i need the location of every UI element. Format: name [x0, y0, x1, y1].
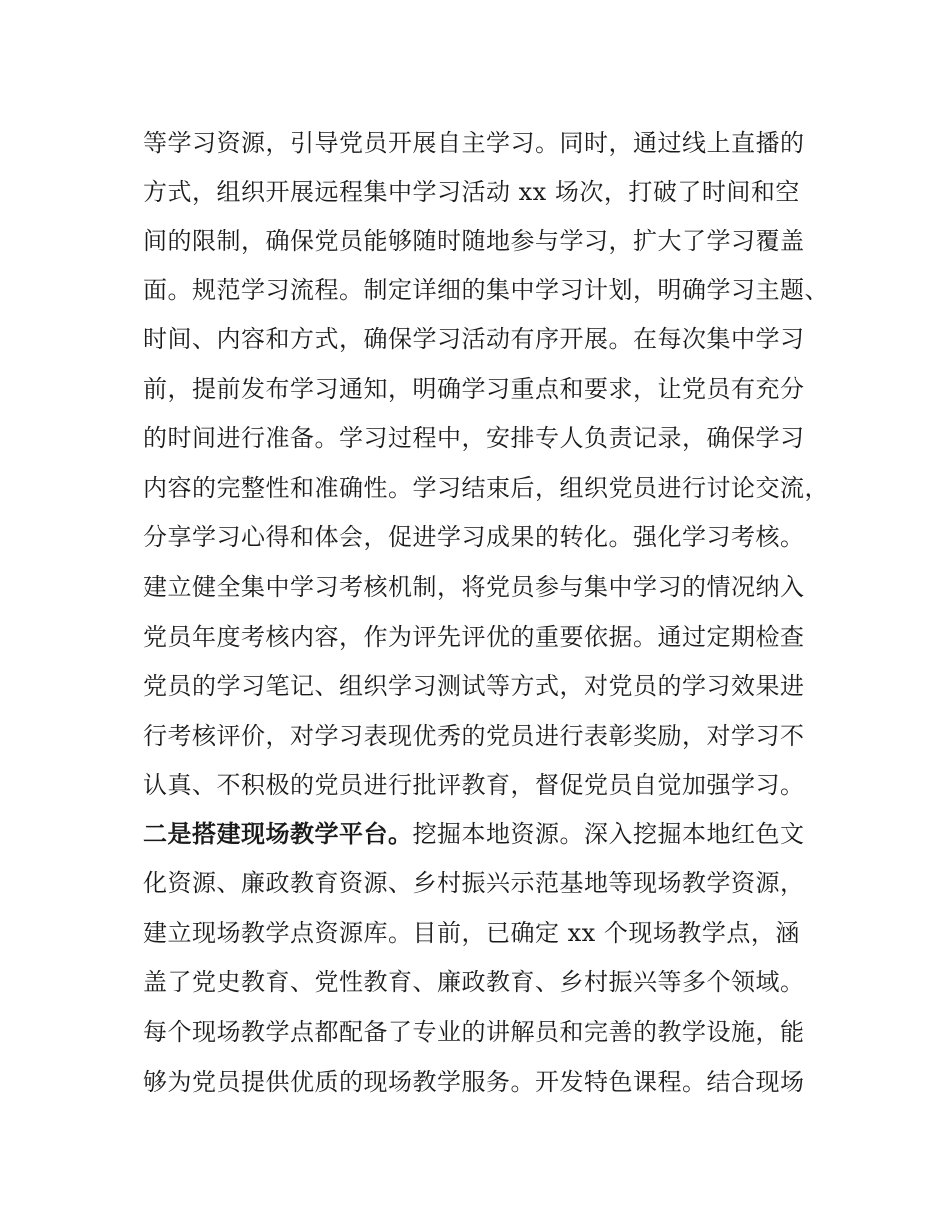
- section-heading: 二是搭建现场教学平台。: [143, 820, 413, 848]
- section-heading-line: [143, 818, 805, 850]
- text-line: 面。规范学习流程。制定详细的集中学习计划，明确学习主题、: [143, 276, 829, 304]
- text-line: 前，提前发布学习通知，明确学习重点和要求，让党员有充分: [143, 375, 805, 403]
- text-line: 党员年度考核内容，作为评先评优的重要依据。通过定期检查: [143, 623, 805, 651]
- text-line: 行考核评价，对学习表现优秀的党员进行表彰奖励，对学习不: [143, 722, 805, 750]
- text-line: 方式，组织开展远程集中学习活动 xx 场次，打破了时间和空: [143, 178, 800, 206]
- text-line: 认真、不积极的党员进行批评教育，督促党员自觉加强学习。: [143, 771, 805, 799]
- text-line: 分享学习心得和体会，促进学习成果的转化。强化学习考核。: [143, 523, 805, 551]
- text-line: 建立健全集中学习考核机制，将党员参与集中学习的情况纳入: [143, 573, 805, 601]
- text-line: 党员的学习笔记、组织学习测试等方式，对党员的学习效果进: [143, 672, 805, 700]
- text-line: 化资源、廉政教育资源、乡村振兴示范基地等现场教学资源，: [143, 869, 805, 897]
- text-run: 挖掘本地资源。深入挖掘本地红色文: [412, 820, 805, 848]
- text-line: 够为党员提供优质的现场教学服务。开发特色课程。结合现场: [143, 1068, 805, 1096]
- text-line: 建立现场教学点资源库。目前，已确定 xx 个现场教学点，涵: [143, 919, 800, 947]
- text-line: 的时间进行准备。学习过程中，安排专人负责记录，确保学习: [143, 424, 805, 452]
- text-line: 每个现场教学点都配备了专业的讲解员和完善的教学设施，能: [143, 1018, 805, 1046]
- text-line: 间的限制，确保党员能够随时随地参与学习，扩大了学习覆盖: [143, 227, 805, 255]
- text-line: 等学习资源，引导党员开展自主学习。同时，通过线上直播的: [143, 129, 805, 157]
- text-line: 内容的完整性和准确性。学习结束后，组织党员进行讨论交流，: [143, 474, 829, 502]
- text-line: 时间、内容和方式，确保学习活动有序开展。在每次集中学习: [143, 325, 805, 353]
- text-line: 盖了党史教育、党性教育、廉政教育、乡村振兴等多个领域。: [143, 968, 805, 996]
